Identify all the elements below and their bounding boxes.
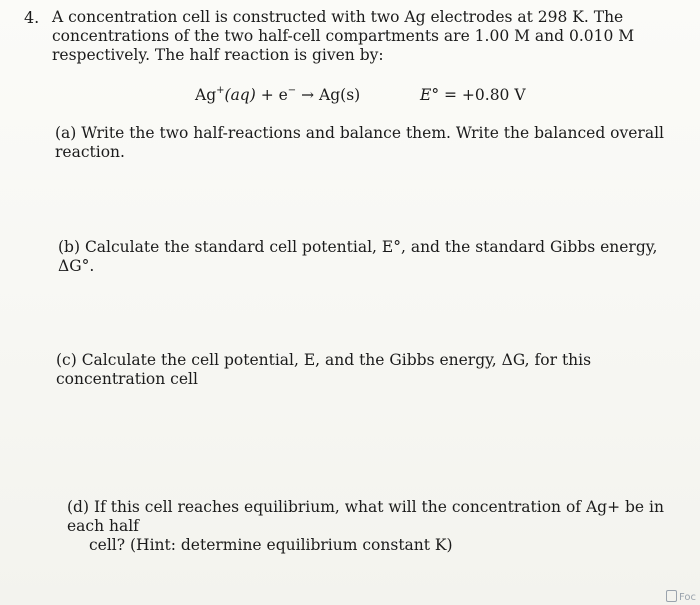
part-d-prompt bbox=[67, 498, 667, 555]
electron-charge: − bbox=[287, 85, 297, 96]
part-c-prompt: (c) Calculate the cell potential, E, and the Gibbs energy, ΔG, for this concentration cell bbox=[56, 351, 592, 388]
part-d-line-1: (d) If this cell reaches equilibrium, what will the concentration of Ag+ be in each half bbox=[67, 498, 664, 535]
half-reaction bbox=[195, 86, 360, 104]
focus-button[interactable] bbox=[666, 590, 696, 603]
potential-symbol: E° bbox=[420, 86, 440, 104]
question-number: 4. bbox=[24, 8, 40, 27]
question-text: A concentration cell is constructed with two Ag electrodes at 298 K. The concentrations of the two half-cell compartments are 1.00 M and 0.010 M respectively. The half reaction is given by: bbox=[52, 8, 635, 64]
potential-value: = +0.80 V bbox=[439, 86, 526, 104]
part-d-line-2: cell? (Hint: determine equilibrium constant K) bbox=[89, 536, 453, 554]
reaction-product: → Ag(s) bbox=[296, 86, 361, 104]
ion-state: (aq) bbox=[224, 86, 256, 104]
ion-charge: + bbox=[216, 85, 225, 96]
electron-term: + e bbox=[255, 86, 288, 104]
standard-potential bbox=[420, 86, 526, 104]
part-b-prompt: (b) Calculate the standard cell potential, E°, and the standard Gibbs energy, ΔG°. bbox=[58, 238, 658, 275]
ion-symbol: Ag bbox=[195, 86, 217, 104]
part-a-prompt: (a) Write the two half-reactions and balance them. Write the balanced overall reaction. bbox=[55, 124, 664, 161]
focus-icon bbox=[666, 590, 677, 602]
half-reaction-equation bbox=[195, 86, 675, 108]
focus-label: Foc bbox=[678, 592, 696, 603]
